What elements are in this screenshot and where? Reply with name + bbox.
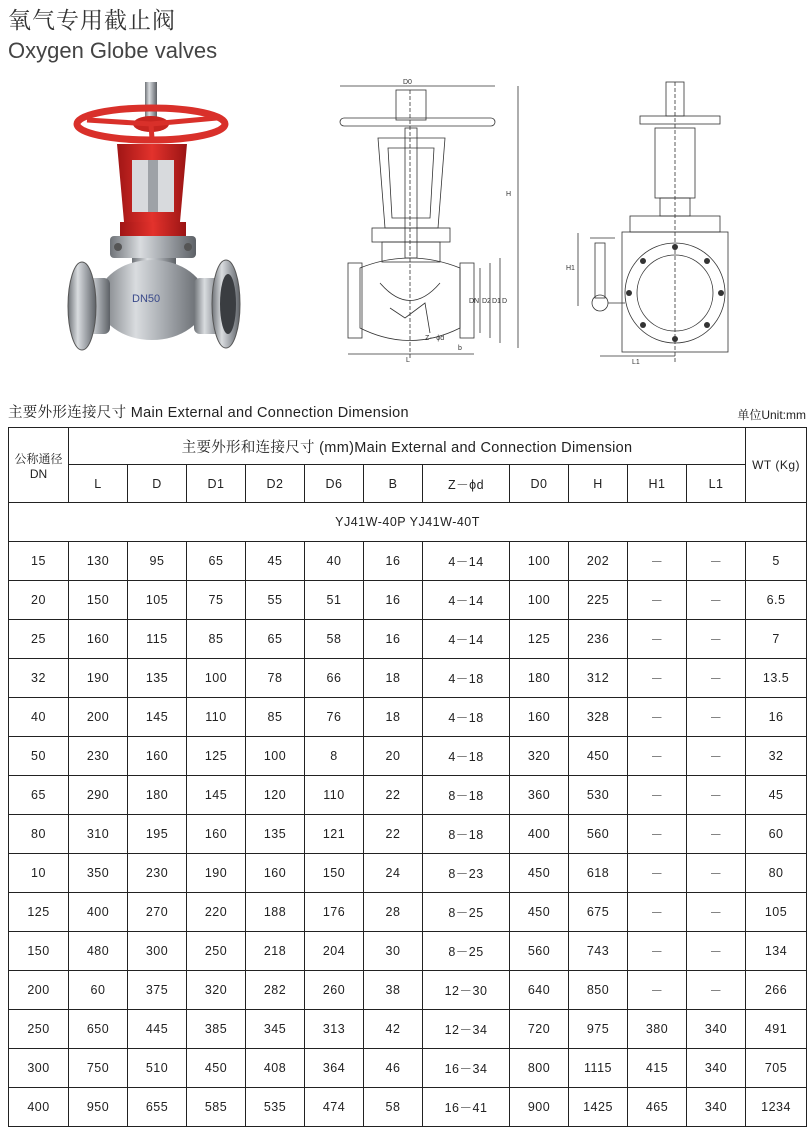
table-cell: 75 xyxy=(187,581,246,620)
dn-header: 公称通径 DN xyxy=(9,428,69,503)
table-row xyxy=(9,581,807,620)
table-cell: 45 xyxy=(746,776,807,815)
table-cell: 65 xyxy=(246,620,305,659)
column-header: D1 xyxy=(187,465,246,503)
table-cell: 145 xyxy=(187,776,246,815)
table-cell: 400 xyxy=(510,815,569,854)
table-cell: 22 xyxy=(364,815,423,854)
table-cell: － xyxy=(628,737,687,776)
table-cell: 4－14 xyxy=(423,581,510,620)
table-cell: 80 xyxy=(746,854,807,893)
table-cell: － xyxy=(687,659,746,698)
table-cell: 58 xyxy=(364,1088,423,1127)
table-cell: 8－18 xyxy=(423,815,510,854)
table-cell: － xyxy=(687,854,746,893)
table-cell: 8－25 xyxy=(423,893,510,932)
table-cell: 675 xyxy=(569,893,628,932)
table-cell: 340 xyxy=(687,1088,746,1127)
label-h1: H1 xyxy=(566,265,575,272)
table-cell: 16 xyxy=(364,581,423,620)
table-cell: 40 xyxy=(305,542,364,581)
table-cell: 450 xyxy=(569,737,628,776)
column-header: D0 xyxy=(510,465,569,503)
table-cell: 76 xyxy=(305,698,364,737)
table-cell: 465 xyxy=(628,1088,687,1127)
dn-cell: 65 xyxy=(9,776,69,815)
table-cell: 18 xyxy=(364,698,423,737)
table-cell: 408 xyxy=(246,1049,305,1088)
table-cell: 110 xyxy=(305,776,364,815)
column-header: Z－ϕd xyxy=(423,465,510,503)
page-title-chinese: 氧气专用截止阀 xyxy=(8,8,176,34)
table-cell: 8－23 xyxy=(423,854,510,893)
table-cell: － xyxy=(628,854,687,893)
table-cell: 55 xyxy=(246,581,305,620)
table-cell: 535 xyxy=(246,1088,305,1127)
table-cell: 7 xyxy=(746,620,807,659)
column-header: L1 xyxy=(687,465,746,503)
table-cell: 20 xyxy=(364,737,423,776)
table-cell: 375 xyxy=(128,971,187,1010)
table-cell: 51 xyxy=(305,581,364,620)
table-cell: － xyxy=(628,776,687,815)
column-header: B xyxy=(364,465,423,503)
table-cell: 1115 xyxy=(569,1049,628,1088)
table-cell: 360 xyxy=(510,776,569,815)
table-row xyxy=(9,971,807,1010)
table-row xyxy=(9,1088,807,1127)
table-cell: 120 xyxy=(246,776,305,815)
table-cell: 160 xyxy=(128,737,187,776)
label-z-phi-d: Z－ϕd xyxy=(425,335,445,342)
label-b: b xyxy=(458,345,462,352)
table-cell: － xyxy=(687,620,746,659)
table-cell: 135 xyxy=(128,659,187,698)
table-cell: 150 xyxy=(69,581,128,620)
table-cell: 13.5 xyxy=(746,659,807,698)
table-cell: 22 xyxy=(364,776,423,815)
dn-cell: 300 xyxy=(9,1049,69,1088)
table-cell: － xyxy=(687,698,746,737)
table-cell: 364 xyxy=(305,1049,364,1088)
side-view-drawing xyxy=(560,78,800,368)
dn-cell: 250 xyxy=(9,1010,69,1049)
table-cell: 618 xyxy=(569,854,628,893)
table-row xyxy=(9,737,807,776)
dn-cell: 32 xyxy=(9,659,69,698)
table-cell: 313 xyxy=(305,1010,364,1049)
dn-cell: 10 xyxy=(9,854,69,893)
table-cell: 445 xyxy=(128,1010,187,1049)
table-cell: － xyxy=(687,542,746,581)
table-cell: 85 xyxy=(187,620,246,659)
table-cell: － xyxy=(687,776,746,815)
label-d2: D2 xyxy=(482,298,491,305)
table-cell: 270 xyxy=(128,893,187,932)
dimension-table xyxy=(8,427,807,1127)
wt-header: WT (Kg) xyxy=(746,428,807,503)
model-row: YJ41W-40P YJ41W-40T xyxy=(9,503,807,542)
table-cell: 130 xyxy=(69,542,128,581)
table-cell: － xyxy=(687,893,746,932)
table-cell: 16 xyxy=(746,698,807,737)
table-cell: 350 xyxy=(69,854,128,893)
column-header: H1 xyxy=(628,465,687,503)
table-cell: 230 xyxy=(128,854,187,893)
table-cell: 290 xyxy=(69,776,128,815)
label-l1: L1 xyxy=(632,359,640,366)
table-row xyxy=(9,542,807,581)
table-cell: 300 xyxy=(128,932,187,971)
table-cell: 743 xyxy=(569,932,628,971)
table-cell: 380 xyxy=(628,1010,687,1049)
table-cell: 204 xyxy=(305,932,364,971)
table-cell: 4－18 xyxy=(423,698,510,737)
table-cell: 160 xyxy=(69,620,128,659)
table-cell: － xyxy=(628,971,687,1010)
dn-cell: 400 xyxy=(9,1088,69,1127)
table-cell: 180 xyxy=(128,776,187,815)
table-row xyxy=(9,815,807,854)
table-cell: 78 xyxy=(246,659,305,698)
table-cell: 188 xyxy=(246,893,305,932)
table-cell: 12－30 xyxy=(423,971,510,1010)
table-cell: 66 xyxy=(305,659,364,698)
table-cell: 145 xyxy=(128,698,187,737)
table-cell: 190 xyxy=(187,854,246,893)
table-cell: 134 xyxy=(746,932,807,971)
table-cell: 4－18 xyxy=(423,737,510,776)
table-row xyxy=(9,620,807,659)
table-cell: 105 xyxy=(128,581,187,620)
table-cell: 640 xyxy=(510,971,569,1010)
table-cell: 42 xyxy=(364,1010,423,1049)
table-cell: － xyxy=(687,815,746,854)
table-cell: 8 xyxy=(305,737,364,776)
column-header: D6 xyxy=(305,465,364,503)
table-cell: 16－34 xyxy=(423,1049,510,1088)
table-cell: 5 xyxy=(746,542,807,581)
table-cell: 400 xyxy=(69,893,128,932)
table-cell: 720 xyxy=(510,1010,569,1049)
table-cell: 190 xyxy=(69,659,128,698)
valve-photo xyxy=(62,82,252,362)
table-row xyxy=(9,932,807,971)
table-cell: 650 xyxy=(69,1010,128,1049)
table-cell: － xyxy=(628,893,687,932)
table-cell: － xyxy=(687,932,746,971)
table-cell: 750 xyxy=(69,1049,128,1088)
table-cell: 385 xyxy=(187,1010,246,1049)
table-cell: 100 xyxy=(510,542,569,581)
table-cell: 60 xyxy=(746,815,807,854)
table-row xyxy=(9,854,807,893)
column-header: D2 xyxy=(246,465,305,503)
table-cell: 125 xyxy=(187,737,246,776)
table-cell: － xyxy=(628,542,687,581)
table-cell: 560 xyxy=(569,815,628,854)
table-cell: 100 xyxy=(510,581,569,620)
label-h: H xyxy=(506,191,512,198)
table-cell: 415 xyxy=(628,1049,687,1088)
label-dn: DN xyxy=(469,298,480,305)
table-cell: 850 xyxy=(569,971,628,1010)
table-cell: 1425 xyxy=(569,1088,628,1127)
table-cell: 8－25 xyxy=(423,932,510,971)
table-cell: 121 xyxy=(305,815,364,854)
column-header: D xyxy=(128,465,187,503)
table-cell: 28 xyxy=(364,893,423,932)
table-cell: 30 xyxy=(364,932,423,971)
column-header: L xyxy=(69,465,128,503)
table-cell: 530 xyxy=(569,776,628,815)
table-cell: 16－41 xyxy=(423,1088,510,1127)
table-row xyxy=(9,1010,807,1049)
table-cell: － xyxy=(628,620,687,659)
table-cell: 975 xyxy=(569,1010,628,1049)
table-cell: 18 xyxy=(364,659,423,698)
table-cell: 65 xyxy=(187,542,246,581)
table-cell: 4－18 xyxy=(423,659,510,698)
table-cell: － xyxy=(687,737,746,776)
table-cell: 480 xyxy=(69,932,128,971)
table-cell: 236 xyxy=(569,620,628,659)
table-cell: 195 xyxy=(128,815,187,854)
table-cell: 328 xyxy=(569,698,628,737)
table-cell: 8－18 xyxy=(423,776,510,815)
table-cell: 105 xyxy=(746,893,807,932)
dn-cell: 50 xyxy=(9,737,69,776)
table-cell: 510 xyxy=(128,1049,187,1088)
table-cell: 312 xyxy=(569,659,628,698)
table-cell: 58 xyxy=(305,620,364,659)
label-d: D xyxy=(502,298,508,305)
table-cell: － xyxy=(628,581,687,620)
table-cell: － xyxy=(628,815,687,854)
table-row xyxy=(9,698,807,737)
table-cell: 16 xyxy=(364,542,423,581)
table-cell: 800 xyxy=(510,1049,569,1088)
table-cell: 85 xyxy=(246,698,305,737)
table-cell: 46 xyxy=(364,1049,423,1088)
table-cell: 160 xyxy=(510,698,569,737)
table-cell: 655 xyxy=(128,1088,187,1127)
table-cell: 250 xyxy=(187,932,246,971)
table-cell: － xyxy=(628,659,687,698)
table-cell: 220 xyxy=(187,893,246,932)
table-cell: 45 xyxy=(246,542,305,581)
table-cell: 474 xyxy=(305,1088,364,1127)
label-d1: D1 xyxy=(492,298,501,305)
table-cell: － xyxy=(687,581,746,620)
table-cell: 60 xyxy=(69,971,128,1010)
table-cell: 115 xyxy=(128,620,187,659)
table-cell: 450 xyxy=(510,854,569,893)
table-cell: 160 xyxy=(246,854,305,893)
table-cell: 100 xyxy=(246,737,305,776)
dn-cell: 200 xyxy=(9,971,69,1010)
unit-label: 单位Unit:mm xyxy=(737,408,806,422)
column-header: H xyxy=(569,465,628,503)
table-cell: 345 xyxy=(246,1010,305,1049)
table-cell: 230 xyxy=(69,737,128,776)
main-header: 主要外形和连接尺寸 (mm)Main External and Connection Dimension xyxy=(69,428,746,465)
table-cell: 16 xyxy=(364,620,423,659)
table-cell: 491 xyxy=(746,1010,807,1049)
table-cell: 4－14 xyxy=(423,542,510,581)
table-row xyxy=(9,1049,807,1088)
page-title-english: Oxygen Globe valves xyxy=(8,38,218,63)
dn-cell: 15 xyxy=(9,542,69,581)
table-cell: 320 xyxy=(187,971,246,1010)
table-row xyxy=(9,659,807,698)
section-title: 主要外形连接尺寸 Main External and Connection Dimension xyxy=(8,405,409,421)
table-cell: 24 xyxy=(364,854,423,893)
table-cell: 225 xyxy=(569,581,628,620)
table-cell: 1234 xyxy=(746,1088,807,1127)
table-cell: 450 xyxy=(187,1049,246,1088)
table-cell: 135 xyxy=(246,815,305,854)
dn-cell: 25 xyxy=(9,620,69,659)
table-cell: 950 xyxy=(69,1088,128,1127)
table-cell: 6.5 xyxy=(746,581,807,620)
table-cell: 202 xyxy=(569,542,628,581)
table-cell: 340 xyxy=(687,1010,746,1049)
table-cell: 38 xyxy=(364,971,423,1010)
table-cell: 160 xyxy=(187,815,246,854)
table-cell: － xyxy=(628,932,687,971)
table-cell: 150 xyxy=(305,854,364,893)
label-l: L xyxy=(406,357,410,364)
table-cell: 560 xyxy=(510,932,569,971)
label-d0: D0 xyxy=(403,79,412,86)
dn-cell: 40 xyxy=(9,698,69,737)
table-cell: 900 xyxy=(510,1088,569,1127)
table-cell: 585 xyxy=(187,1088,246,1127)
table-cell: 176 xyxy=(305,893,364,932)
table-cell: 4－14 xyxy=(423,620,510,659)
table-cell: 110 xyxy=(187,698,246,737)
dn-cell: 150 xyxy=(9,932,69,971)
table-cell: 200 xyxy=(69,698,128,737)
table-cell: 450 xyxy=(510,893,569,932)
table-cell: 705 xyxy=(746,1049,807,1088)
body-mark: DN50 xyxy=(132,293,161,305)
dn-cell: 80 xyxy=(9,815,69,854)
table-cell: 310 xyxy=(69,815,128,854)
table-cell: 260 xyxy=(305,971,364,1010)
table-cell: － xyxy=(687,971,746,1010)
table-cell: － xyxy=(628,698,687,737)
table-cell: 320 xyxy=(510,737,569,776)
table-cell: 100 xyxy=(187,659,246,698)
table-cell: 282 xyxy=(246,971,305,1010)
table-cell: 340 xyxy=(687,1049,746,1088)
section-drawing xyxy=(330,78,530,368)
table-cell: 95 xyxy=(128,542,187,581)
table-cell: 180 xyxy=(510,659,569,698)
dn-cell: 20 xyxy=(9,581,69,620)
table-cell: 266 xyxy=(746,971,807,1010)
table-cell: 12－34 xyxy=(423,1010,510,1049)
table-cell: 125 xyxy=(510,620,569,659)
table-row xyxy=(9,893,807,932)
table-cell: 218 xyxy=(246,932,305,971)
table-row xyxy=(9,776,807,815)
table-cell: 32 xyxy=(746,737,807,776)
dn-cell: 125 xyxy=(9,893,69,932)
